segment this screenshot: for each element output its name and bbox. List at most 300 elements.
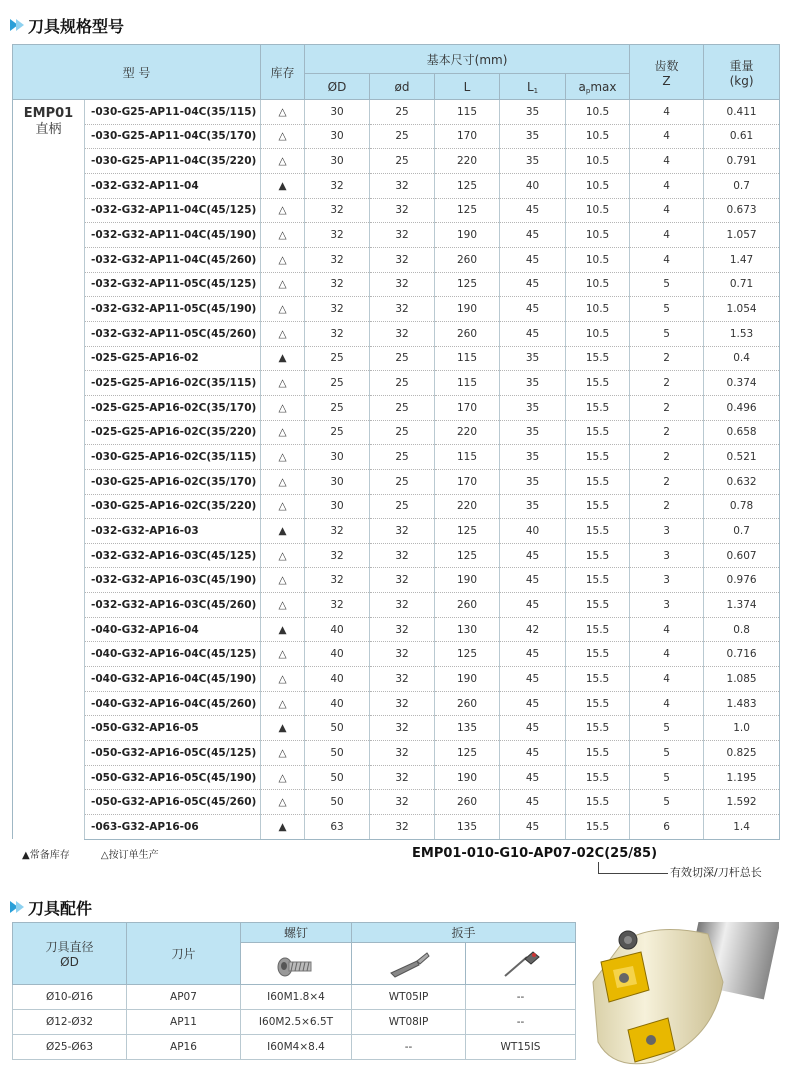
weight-cell: 0.78	[704, 494, 780, 519]
weight-cell: 1.592	[704, 790, 780, 815]
stock-cell: △	[261, 593, 305, 618]
acc-header-wrench: 扳手	[352, 923, 576, 943]
double-arrow-icon	[10, 19, 22, 31]
weight-cell: 0.7	[704, 173, 780, 198]
L1-cell: 45	[500, 321, 566, 346]
L-cell: 190	[435, 297, 500, 322]
model-cell: -025-G25-AP16-02C(35/115)	[85, 371, 261, 396]
L1-cell: 45	[500, 198, 566, 223]
insert-cell: AP07	[127, 985, 241, 1010]
L1-cell: 45	[500, 593, 566, 618]
d-cell: 32	[370, 790, 435, 815]
model-cell: -032-G32-AP11-04C(45/260)	[85, 247, 261, 272]
wrench1-cell: --	[352, 1035, 466, 1060]
d-cell: 32	[370, 568, 435, 593]
header-ap	[566, 74, 630, 100]
table-row	[13, 321, 780, 346]
header-dims: 基本尺寸(mm)	[305, 45, 630, 74]
ap-cell: 15.5	[566, 765, 630, 790]
L-cell: 190	[435, 667, 500, 692]
stock-cell: △	[261, 691, 305, 716]
D-cell: 32	[305, 519, 370, 544]
header-L: L	[435, 74, 500, 100]
weight-cell: 0.71	[704, 272, 780, 297]
ap-cell: 15.5	[566, 494, 630, 519]
accessory-section-title	[10, 896, 92, 918]
D-cell: 32	[305, 173, 370, 198]
acc-header-screw: 螺钉	[241, 923, 352, 943]
ap-cell: 10.5	[566, 124, 630, 149]
model-cell: -025-G25-AP16-02C(35/220)	[85, 420, 261, 445]
weight-cell: 0.521	[704, 445, 780, 470]
d-cell: 32	[370, 642, 435, 667]
stock-cell: △	[261, 272, 305, 297]
D-cell: 50	[305, 716, 370, 741]
table-row	[13, 124, 780, 149]
D-cell: 25	[305, 395, 370, 420]
weight-cell: 0.4	[704, 346, 780, 371]
callout-line-horizontal	[610, 873, 668, 874]
model-cell: -030-G25-AP11-04C(35/220)	[85, 149, 261, 174]
weight-cell: 0.374	[704, 371, 780, 396]
teeth-cell: 3	[630, 568, 704, 593]
L1-cell: 42	[500, 617, 566, 642]
d-cell: 32	[370, 223, 435, 248]
table-row	[13, 247, 780, 272]
teeth-cell: 2	[630, 445, 704, 470]
table-row	[13, 494, 780, 519]
model-cell: -030-G25-AP11-04C(35/115)	[85, 100, 261, 125]
stock-cell: ▲	[261, 716, 305, 741]
ap-cell: 15.5	[566, 519, 630, 544]
D-cell: 25	[305, 371, 370, 396]
ap-cell: 15.5	[566, 617, 630, 642]
weight-cell: 1.195	[704, 765, 780, 790]
ap-cell: 10.5	[566, 100, 630, 125]
header-teeth	[630, 45, 704, 100]
torx-driver-icon	[499, 949, 543, 979]
stock-cell: △	[261, 371, 305, 396]
table-row	[13, 100, 780, 125]
teeth-cell: 5	[630, 716, 704, 741]
screw-cell: I60M1.8×4	[241, 985, 352, 1010]
teeth-cell: 5	[630, 765, 704, 790]
L-cell: 220	[435, 149, 500, 174]
diameter-cell: Ø12-Ø32	[13, 1010, 127, 1035]
teeth-cell: 5	[630, 321, 704, 346]
L-cell: 115	[435, 445, 500, 470]
weight-cell: 0.658	[704, 420, 780, 445]
ap-cell: 15.5	[566, 691, 630, 716]
table-row	[13, 1010, 576, 1035]
table-row	[13, 469, 780, 494]
D-cell: 32	[305, 568, 370, 593]
table-row	[13, 371, 780, 396]
wrench2-cell: --	[466, 1010, 576, 1035]
d-cell: 25	[370, 346, 435, 371]
model-cell: -032-G32-AP16-03C(45/190)	[85, 568, 261, 593]
L-cell: 125	[435, 741, 500, 766]
D-cell: 40	[305, 667, 370, 692]
D-cell: 40	[305, 617, 370, 642]
table-row	[13, 543, 780, 568]
L1-cell: 35	[500, 346, 566, 371]
ap-cell: 15.5	[566, 642, 630, 667]
ap-cell: 15.5	[566, 568, 630, 593]
teeth-cell: 4	[630, 149, 704, 174]
callout-line	[598, 862, 610, 874]
table-row	[13, 346, 780, 371]
model-cell: -032-G32-AP11-04C(45/125)	[85, 198, 261, 223]
ap-cell: 10.5	[566, 321, 630, 346]
teeth-cell: 5	[630, 297, 704, 322]
teeth-cell: 5	[630, 741, 704, 766]
ap-cell: 10.5	[566, 223, 630, 248]
model-cell: -040-G32-AP16-04C(45/190)	[85, 667, 261, 692]
weight-cell: 0.607	[704, 543, 780, 568]
L1-cell: 40	[500, 173, 566, 198]
teeth-cell: 3	[630, 593, 704, 618]
teeth-cell: 4	[630, 642, 704, 667]
L-cell: 115	[435, 100, 500, 125]
L-cell: 170	[435, 469, 500, 494]
d-cell: 25	[370, 100, 435, 125]
L-cell: 125	[435, 173, 500, 198]
header-L1-main: L	[526, 79, 534, 94]
weight-cell: 0.8	[704, 617, 780, 642]
L-cell: 115	[435, 346, 500, 371]
accessory-title-text: 刀具配件	[28, 898, 93, 918]
teeth-cell: 2	[630, 469, 704, 494]
ap-cell: 10.5	[566, 297, 630, 322]
L-cell: 260	[435, 593, 500, 618]
model-cell: -040-G32-AP16-04C(45/260)	[85, 691, 261, 716]
weight-cell: 0.825	[704, 741, 780, 766]
teeth-cell: 4	[630, 173, 704, 198]
stock-cell: △	[261, 100, 305, 125]
D-cell: 32	[305, 272, 370, 297]
weight-cell: 0.411	[704, 100, 780, 125]
header-teeth-z: Z	[662, 73, 671, 88]
L-cell: 135	[435, 815, 500, 840]
table-row	[13, 223, 780, 248]
header-ap-main: a	[578, 79, 586, 94]
stock-cell: △	[261, 124, 305, 149]
ap-cell: 10.5	[566, 198, 630, 223]
D-cell: 30	[305, 100, 370, 125]
d-cell: 25	[370, 494, 435, 519]
L1-cell: 45	[500, 543, 566, 568]
D-cell: 30	[305, 124, 370, 149]
model-cell: -025-G25-AP16-02	[85, 346, 261, 371]
header-weight-unit: (kg)	[729, 73, 754, 88]
acc-header-diameter	[13, 923, 127, 985]
weight-cell: 1.054	[704, 297, 780, 322]
L-cell: 170	[435, 124, 500, 149]
model-cell: -032-G32-AP11-04	[85, 173, 261, 198]
stock-cell: △	[261, 395, 305, 420]
L-cell: 260	[435, 247, 500, 272]
teeth-cell: 4	[630, 223, 704, 248]
L1-cell: 45	[500, 667, 566, 692]
milling-cutter-image	[583, 922, 779, 1070]
header-stock: 库存	[261, 45, 305, 100]
L1-cell: 35	[500, 149, 566, 174]
D-cell: 32	[305, 321, 370, 346]
L1-cell: 45	[500, 790, 566, 815]
D-cell: 25	[305, 420, 370, 445]
D-cell: 32	[305, 198, 370, 223]
double-arrow-icon	[10, 901, 22, 913]
ap-cell: 15.5	[566, 346, 630, 371]
L1-cell: 35	[500, 445, 566, 470]
teeth-cell: 6	[630, 815, 704, 840]
milling-cutter-illustration	[583, 922, 779, 1070]
ap-cell: 10.5	[566, 149, 630, 174]
stock-cell: ▲	[261, 617, 305, 642]
L1-cell: 45	[500, 272, 566, 297]
header-D: ØD	[305, 74, 370, 100]
d-cell: 32	[370, 593, 435, 618]
table-row	[13, 642, 780, 667]
stock-cell: △	[261, 198, 305, 223]
table-row	[13, 667, 780, 692]
d-cell: 32	[370, 815, 435, 840]
stock-cell: △	[261, 469, 305, 494]
d-cell: 32	[370, 543, 435, 568]
stock-cell: △	[261, 765, 305, 790]
spec-table-body	[13, 100, 780, 840]
L-cell: 190	[435, 568, 500, 593]
model-cell: -032-G32-AP11-05C(45/125)	[85, 272, 261, 297]
L1-cell: 45	[500, 815, 566, 840]
teeth-cell: 4	[630, 124, 704, 149]
L-cell: 260	[435, 790, 500, 815]
teeth-cell: 4	[630, 198, 704, 223]
teeth-cell: 2	[630, 420, 704, 445]
stock-cell: △	[261, 494, 305, 519]
d-cell: 32	[370, 519, 435, 544]
L-cell: 220	[435, 420, 500, 445]
teeth-cell: 4	[630, 617, 704, 642]
L-cell: 125	[435, 519, 500, 544]
ap-cell: 15.5	[566, 420, 630, 445]
diameter-cell: Ø25-Ø63	[13, 1035, 127, 1060]
weight-cell: 1.057	[704, 223, 780, 248]
stock-cell: ▲	[261, 519, 305, 544]
stock-cell: ▲	[261, 346, 305, 371]
d-cell: 32	[370, 321, 435, 346]
D-cell: 32	[305, 543, 370, 568]
header-weight-label: 重量	[729, 58, 754, 73]
L-cell: 260	[435, 321, 500, 346]
d-cell: 32	[370, 173, 435, 198]
legend-on-order: △按订单生产	[100, 850, 159, 861]
table-row	[13, 790, 780, 815]
stock-cell: △	[261, 149, 305, 174]
D-cell: 30	[305, 494, 370, 519]
teeth-cell: 2	[630, 371, 704, 396]
d-cell: 25	[370, 371, 435, 396]
wrench1-cell: WT08IP	[352, 1010, 466, 1035]
table-row	[13, 519, 780, 544]
d-cell: 32	[370, 297, 435, 322]
weight-cell: 0.632	[704, 469, 780, 494]
D-cell: 32	[305, 593, 370, 618]
model-cell: -050-G32-AP16-05C(45/260)	[85, 790, 261, 815]
d-cell: 25	[370, 124, 435, 149]
L1-cell: 35	[500, 420, 566, 445]
header-weight	[704, 45, 780, 100]
spec-title-text: 刀具规格型号	[28, 16, 125, 36]
model-cell: -032-G32-AP16-03C(45/260)	[85, 593, 261, 618]
stock-cell: △	[261, 790, 305, 815]
D-cell: 30	[305, 149, 370, 174]
d-cell: 25	[370, 395, 435, 420]
L1-cell: 45	[500, 297, 566, 322]
weight-cell: 0.673	[704, 198, 780, 223]
stock-cell: △	[261, 445, 305, 470]
L1-cell: 45	[500, 568, 566, 593]
D-cell: 32	[305, 247, 370, 272]
stock-cell: △	[261, 420, 305, 445]
wrench1-cell: WT05IP	[352, 985, 466, 1010]
L1-cell: 35	[500, 371, 566, 396]
L-cell: 190	[435, 223, 500, 248]
ap-cell: 15.5	[566, 469, 630, 494]
model-cell: -040-G32-AP16-04	[85, 617, 261, 642]
wrench2-cell: --	[466, 985, 576, 1010]
header-L1-sub: 1	[533, 86, 539, 95]
ap-cell: 10.5	[566, 247, 630, 272]
L1-cell: 35	[500, 469, 566, 494]
accessory-table-body	[13, 985, 576, 1060]
table-row	[13, 593, 780, 618]
d-cell: 32	[370, 716, 435, 741]
teeth-cell: 4	[630, 691, 704, 716]
teeth-cell: 4	[630, 100, 704, 125]
diameter-cell: Ø10-Ø16	[13, 985, 127, 1010]
header-teeth-label: 齿数	[654, 58, 679, 73]
d-cell: 32	[370, 198, 435, 223]
model-cell: -025-G25-AP16-02C(35/170)	[85, 395, 261, 420]
D-cell: 40	[305, 691, 370, 716]
table-row	[13, 420, 780, 445]
insert-cell: AP16	[127, 1035, 241, 1060]
L-cell: 170	[435, 395, 500, 420]
weight-cell: 1.483	[704, 691, 780, 716]
stock-cell: △	[261, 223, 305, 248]
weight-cell: 0.791	[704, 149, 780, 174]
l-wrench-icon-cell	[352, 943, 466, 985]
L-cell: 125	[435, 543, 500, 568]
D-cell: 32	[305, 297, 370, 322]
L-cell: 260	[435, 691, 500, 716]
model-cell: -063-G32-AP16-06	[85, 815, 261, 840]
stock-cell: ▲	[261, 815, 305, 840]
D-cell: 50	[305, 765, 370, 790]
teeth-cell: 5	[630, 272, 704, 297]
screw-cell: I60M4×8.4	[241, 1035, 352, 1060]
series-cell	[13, 100, 85, 840]
model-cell: -030-G25-AP16-02C(35/220)	[85, 494, 261, 519]
teeth-cell: 5	[630, 790, 704, 815]
model-cell: -032-G32-AP11-04C(45/190)	[85, 223, 261, 248]
ap-cell: 10.5	[566, 272, 630, 297]
L-cell: 125	[435, 272, 500, 297]
weight-cell: 0.976	[704, 568, 780, 593]
l-wrench-icon	[387, 949, 431, 979]
screw-cell: I60M2.5×6.5T	[241, 1010, 352, 1035]
model-cell: -032-G32-AP16-03	[85, 519, 261, 544]
legend	[22, 846, 187, 861]
header-d: ød	[370, 74, 435, 100]
teeth-cell: 4	[630, 247, 704, 272]
accessory-table	[12, 922, 576, 1060]
table-row	[13, 395, 780, 420]
L-cell: 190	[435, 765, 500, 790]
table-row	[13, 445, 780, 470]
ap-cell: 15.5	[566, 741, 630, 766]
model-cell: -032-G32-AP11-05C(45/190)	[85, 297, 261, 322]
stock-cell: ▲	[261, 173, 305, 198]
L-cell: 115	[435, 371, 500, 396]
teeth-cell: 2	[630, 346, 704, 371]
table-row	[13, 198, 780, 223]
weight-cell: 1.4	[704, 815, 780, 840]
D-cell: 63	[305, 815, 370, 840]
header-ap-sub: p	[585, 86, 591, 95]
L-cell: 220	[435, 494, 500, 519]
L1-cell: 45	[500, 741, 566, 766]
d-cell: 32	[370, 667, 435, 692]
table-row	[13, 568, 780, 593]
weight-cell: 1.53	[704, 321, 780, 346]
stock-cell: △	[261, 543, 305, 568]
D-cell: 40	[305, 642, 370, 667]
ap-cell: 10.5	[566, 173, 630, 198]
spec-section-title	[10, 14, 124, 36]
D-cell: 50	[305, 741, 370, 766]
model-cell: -032-G32-AP11-05C(45/260)	[85, 321, 261, 346]
D-cell: 32	[305, 223, 370, 248]
spec-table	[12, 44, 780, 840]
wrench2-cell: WT15IS	[466, 1035, 576, 1060]
ap-cell: 15.5	[566, 371, 630, 396]
insert-cell: AP11	[127, 1010, 241, 1035]
table-row	[13, 691, 780, 716]
stock-cell: △	[261, 667, 305, 692]
table-row	[13, 617, 780, 642]
model-cell: -050-G32-AP16-05C(45/125)	[85, 741, 261, 766]
L1-cell: 40	[500, 519, 566, 544]
weight-cell: 1.47	[704, 247, 780, 272]
table-row	[13, 1035, 576, 1060]
L1-cell: 35	[500, 494, 566, 519]
L1-cell: 45	[500, 716, 566, 741]
table-row	[13, 741, 780, 766]
d-cell: 25	[370, 445, 435, 470]
table-row	[13, 716, 780, 741]
d-cell: 32	[370, 691, 435, 716]
teeth-cell: 2	[630, 395, 704, 420]
D-cell: 50	[305, 790, 370, 815]
L1-cell: 35	[500, 395, 566, 420]
screw-icon-cell	[241, 943, 352, 985]
ap-cell: 15.5	[566, 593, 630, 618]
stock-cell: △	[261, 568, 305, 593]
teeth-cell: 2	[630, 494, 704, 519]
